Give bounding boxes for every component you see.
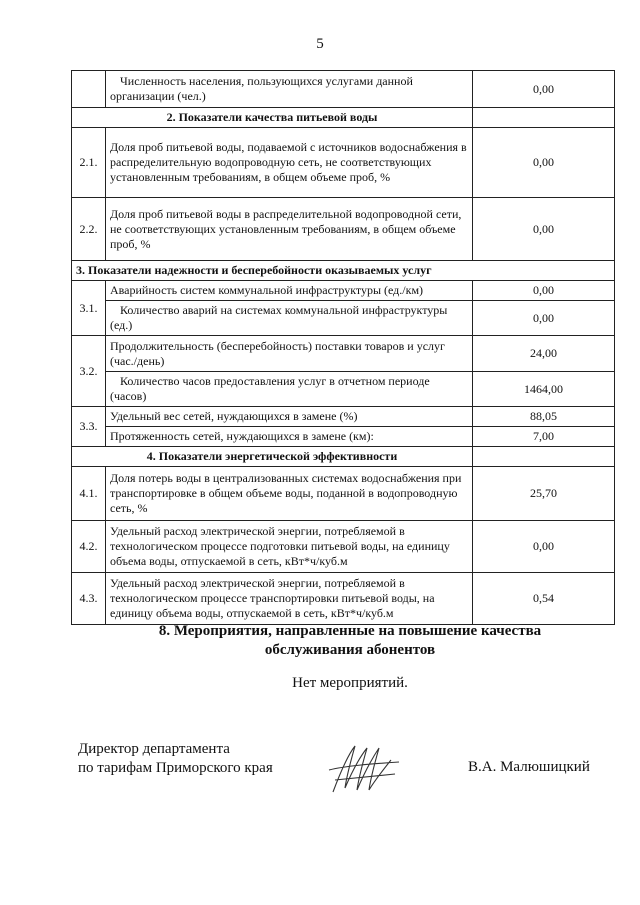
section-row — [72, 108, 615, 128]
row-description: Численность населения, пользующихся услугами данной организации (чел.) — [106, 71, 473, 108]
table-row — [72, 128, 615, 198]
section-title: 2. Показатели качества питьевой воды — [72, 108, 473, 128]
table-row — [72, 427, 615, 447]
row-value: 88,05 — [473, 407, 615, 427]
row-number: 3.1. — [72, 281, 106, 336]
table-row — [72, 467, 615, 521]
row-description: Доля потерь воды в централизованных системах водоснабжения при транспортировке в общем объеме воды, поданной в водопроводную сеть, % — [106, 467, 473, 521]
row-number: 3.2. — [72, 336, 106, 407]
table-row — [72, 301, 615, 336]
row-description: Удельный расход электрической энергии, потребляемой в технологическом процессе подготовки питьевой воды, на единицу объема воды, отпускаемой в сеть, кВт*ч/куб.м — [106, 521, 473, 573]
row-description: Удельный расход электрической энергии, потребляемой в технологическом процессе транспортировки питьевой воды, на единицу объема воды, отпускаемой в сеть, кВт*ч/куб.м — [106, 573, 473, 625]
row-value: 0,00 — [473, 71, 615, 108]
section-title: 3. Показатели надежности и бесперебойности оказываемых услуг — [72, 261, 615, 281]
director-title — [78, 740, 273, 778]
empty-cell — [473, 108, 615, 128]
table-row — [72, 521, 615, 573]
row-value: 25,70 — [473, 467, 615, 521]
empty-cell — [473, 447, 615, 467]
row-number: 4.3. — [72, 573, 106, 625]
row-description: Удельный вес сетей, нуждающихся в замене (%) — [106, 407, 473, 427]
page-number: 5 — [316, 36, 324, 52]
section-title: 4. Показатели энергетической эффективности — [72, 447, 473, 467]
row-number — [72, 71, 106, 108]
indicators-table — [71, 70, 615, 625]
row-value: 0,00 — [473, 128, 615, 198]
row-value: 0,00 — [473, 281, 615, 301]
table-row — [72, 573, 615, 625]
row-value: 24,00 — [473, 336, 615, 372]
row-number: 4.1. — [72, 467, 106, 521]
section8-heading-line2: обслуживания абонентов — [264, 642, 436, 658]
row-description: Аварийность систем коммунальной инфраструктуры (ед./км) — [106, 281, 473, 301]
row-description: Доля проб питьевой воды в распределительной водопроводной сети, не соответствующих установленным требованиям, в общем объеме проб, % — [106, 198, 473, 261]
table-row — [72, 407, 615, 427]
section8-heading — [0, 622, 640, 660]
row-value: 0,54 — [473, 573, 615, 625]
row-value: 0,00 — [473, 198, 615, 261]
director-title-line2: по тарифам Приморского края — [78, 760, 273, 776]
row-value: 1464,00 — [473, 372, 615, 407]
row-number: 3.3. — [72, 407, 106, 447]
no-measures-text: Нет мероприятий. — [292, 675, 408, 691]
row-value: 7,00 — [473, 427, 615, 447]
section-row — [72, 261, 615, 281]
row-number: 2.2. — [72, 198, 106, 261]
section-row — [72, 447, 615, 467]
signer-name: В.А. Малюшицкий — [468, 759, 590, 775]
handwritten-signature — [325, 740, 405, 800]
row-description: Доля проб питьевой воды, подаваемой с источников водоснабжения в распределительную водопроводную сеть, не соответствующих установленным требованиям, в общем объеме проб, % — [106, 128, 473, 198]
row-value: 0,00 — [473, 301, 615, 336]
table-row — [72, 71, 615, 108]
table-row — [72, 372, 615, 407]
row-value: 0,00 — [473, 521, 615, 573]
table-row — [72, 281, 615, 301]
row-number: 4.2. — [72, 521, 106, 573]
table-row — [72, 336, 615, 372]
section8-heading-line1: 8. Мероприятия, направленные на повышение качества — [158, 623, 542, 639]
row-description: Количество аварий на системах коммунальной инфраструктуры (ед.) — [106, 301, 473, 336]
row-description: Протяженность сетей, нуждающихся в замене (км): — [106, 427, 473, 447]
table-row — [72, 198, 615, 261]
director-title-line1: Директор департамента — [78, 741, 230, 757]
row-description: Количество часов предоставления услуг в отчетном периоде (часов) — [106, 372, 473, 407]
row-number: 2.1. — [72, 128, 106, 198]
row-description: Продолжительность (бесперебойность) поставки товаров и услуг (час./день) — [106, 336, 473, 372]
